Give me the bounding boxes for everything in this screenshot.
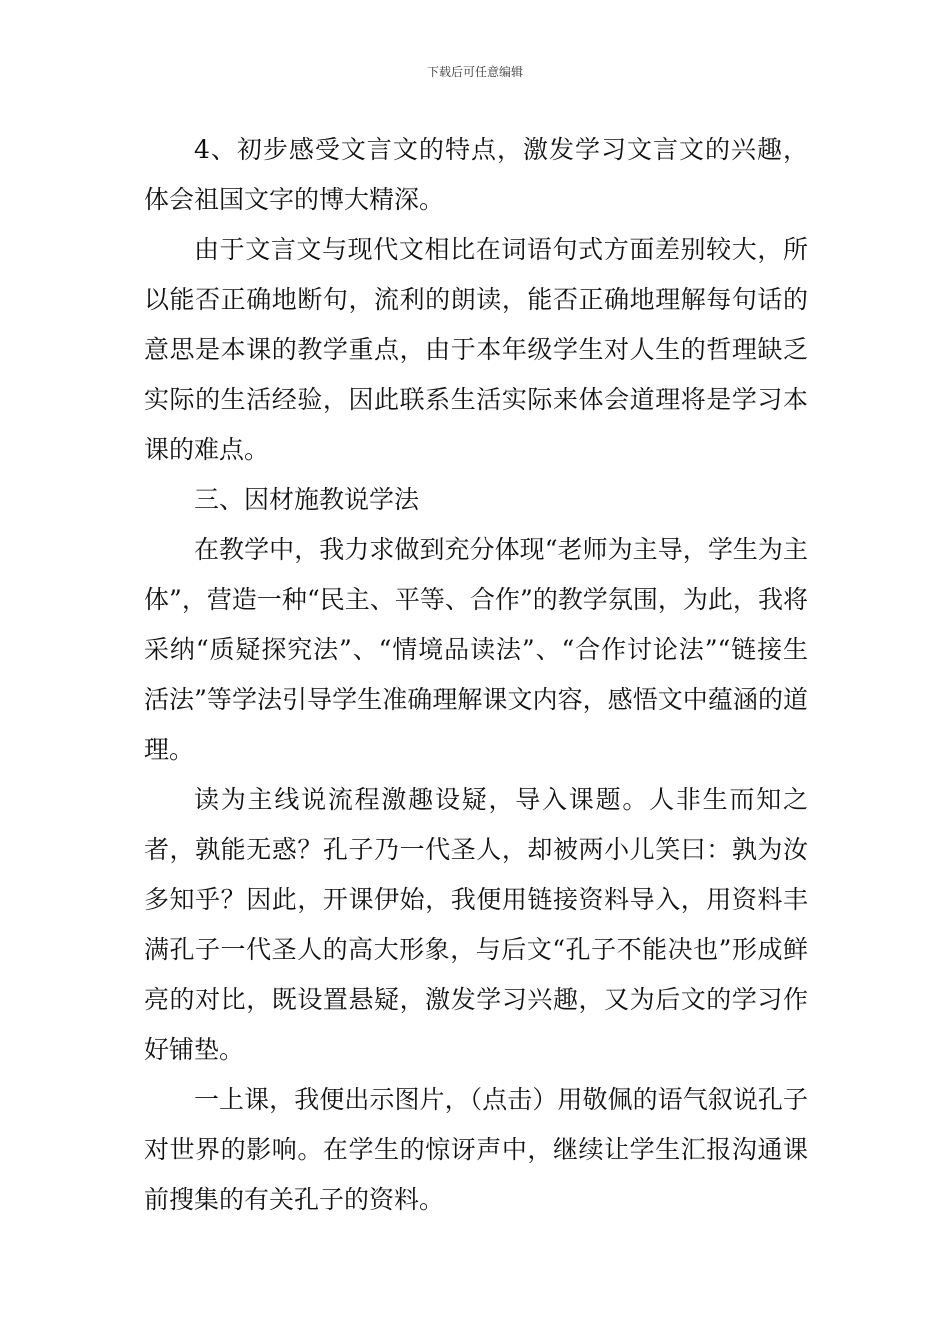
- paragraph-class-opening: 一上课，我便出示图片，（点击）用敬佩的语气叙说孔子对世界的影响。在学生的惊讶声中，继续让学生汇报沟通课前搜集的有关孔子的资料。: [144, 1085, 808, 1214]
- page-header-note: 下载后可任意编辑: [426, 65, 523, 79]
- paragraph-objective-4: 4、初步感受文言文的特点，激发学习文言文的兴趣，体会祖国文字的博大精深。: [144, 135, 808, 214]
- paragraph-lesson-flow: 读为主线说流程激趣设疑，导入课题。人非生而知之者，孰能无惑？孔子乃一代圣人，却被两小儿笑曰：孰为汝多知乎？因此，开课伊始，我便用链接资料导入，用资料丰满孔子一代圣人的高大形象，与后文“孔子不能决也”形成鲜亮的对比，既设置悬疑，激发学习兴趣，又为后文的学习作好铺垫。: [144, 785, 808, 1064]
- paragraph-teaching-methods: 在教学中，我力求做到充分体现“老师为主导，学生为主体”，营造一种“民主、平等、合作”的教学氛围，为此，我将采纳“质疑探究法”、“情境品读法”、“合作讨论法”“链接生活法”等学法引导学生准确理解课文内容，感悟文中蕴涵的道理。: [144, 535, 808, 764]
- document-body: [144, 125, 808, 1225]
- paragraph-key-points: 由于文言文与现代文相比在词语句式方面差别较大，所以能否正确地断句，流利的朗读，能否正确地理解每句话的意思是本课的教学重点，由于本年级学生对人生的哲理缺乏实际的生活经验，因此联系生活实际来体会道理将是学习本课的难点。: [144, 235, 808, 464]
- section-heading-learning-methods: 三、因材施教说学法: [194, 485, 420, 514]
